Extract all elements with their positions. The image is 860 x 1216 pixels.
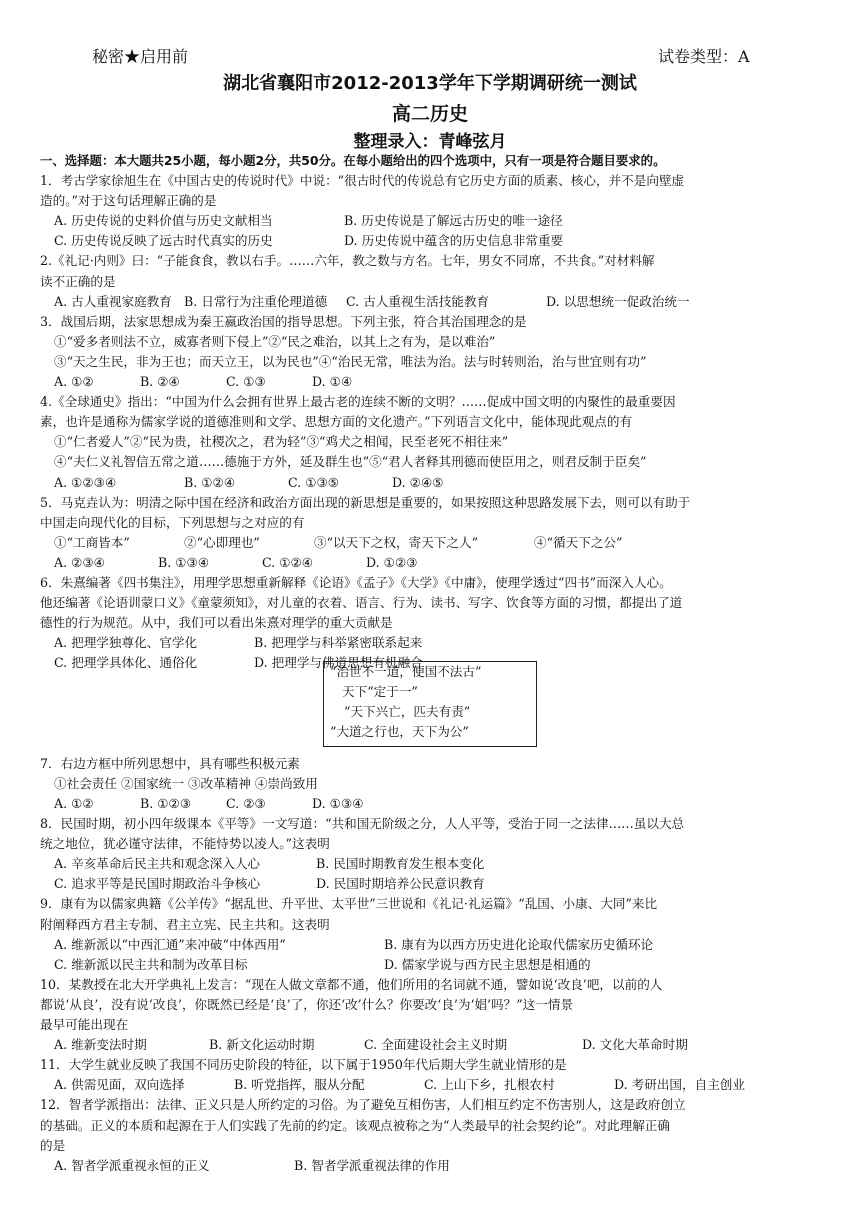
q9-options — [40, 935, 828, 955]
q3-option-b: B. ②④ — [140, 374, 180, 390]
q11-stem: 11．大学生就业反映了我国不同历史阶段的特征，以下属于1950年代后期大学生就业情形的是 — [40, 1057, 567, 1073]
q11-option-d: D. 考研出国，自主创业 — [614, 1077, 745, 1093]
q5-option-d: D. ①②③ — [366, 554, 418, 570]
q8-stem: 统之地位，犹必谨守法律，不能恃势以凌人。”这表明 — [40, 836, 330, 852]
quote-line: “大道之行也，天下为公” — [330, 724, 469, 739]
q3-option-d: D. ①④ — [312, 374, 353, 390]
q4-option-d: D. ②④⑤ — [392, 474, 444, 490]
q12-stem: 的基础。正义的本质和起源在于人们实践了先前的约定。该观点被称之为“人类最早的社会契约论”。对此理解正确 — [40, 1117, 670, 1133]
q2-stem: 读不正确的是 — [40, 273, 116, 289]
q2-stem: 2.《礼记·内则》曰：“子能食食，教以右手。……六年，教之数与方名。七年，男女不同席，不共食。”对材料解 — [40, 253, 655, 269]
q6-option-a: A. 把理学独尊化、官学化 — [54, 635, 198, 651]
q9-option-a: A. 维新派以“中西汇通”来冲破“中体西用” — [54, 936, 286, 952]
q9-option-c: C. 维新派以民主共和制为改革目标 — [54, 956, 248, 972]
editor-credit: 整理录入：青峰弦月 — [353, 132, 507, 152]
q8-options — [40, 874, 828, 894]
q7-items: ①社会责任 ②国家统一 ③改革精神 ④崇尚致用 — [54, 775, 318, 791]
q1-option-b: B. 历史传说是了解远古历史的唯一途径 — [344, 213, 563, 229]
q5-items — [40, 533, 828, 553]
q10-option-b: B. 新文化运动时期 — [209, 1037, 315, 1053]
q1-stem: 1．考古学家徐旭生在《中国古史的传说时代》中说：“很古时代的传说总有它历史方面的质素、核心，并不是向壁虚 — [40, 173, 685, 189]
q4-option-b: B. ①②④ — [184, 474, 236, 490]
q4-stem: 4.《全球通史》指出：“中国为什么会拥有世界上最古老的连续不断的文明？……促成中国文明的内聚性的最重要因 — [40, 394, 676, 410]
q6-option-c: C. 把理学具体化、通俗化 — [54, 655, 198, 671]
q11-option-a: A. 供需见面，双向选择 — [54, 1077, 185, 1093]
q9-option-b: B. 康有为以西方历史进化论取代儒家历史循环论 — [384, 936, 654, 952]
q10-stem: 都说‘从良’，没有说‘改良’，你既然已经是‘良’了，你还‘改’什么？你要改‘良’为‘娼’吗？”这一情景 — [40, 996, 574, 1012]
q12-options — [40, 1156, 828, 1176]
q5-item-3: ③“以天下之权，寄天下之人” — [314, 534, 479, 550]
q12-stem: 的是 — [40, 1137, 66, 1153]
q4-option-c: C. ①③⑤ — [288, 474, 340, 490]
q12-option-a: A. 智者学派重视永恒的正义 — [54, 1157, 210, 1173]
q3-option-a: A. ①② — [54, 374, 94, 390]
q1-stem: 造的。”对于这句话理解正确的是 — [40, 193, 217, 209]
q8-option-c: C. 追求平等是民国时期政治斗争核心 — [54, 876, 261, 892]
q7-options — [40, 794, 828, 814]
q2-options — [40, 292, 828, 312]
q3-items: ①“爱多者则法不立，威寡者则下侵上”②“民之难治，以其上之有为，是以难治” — [54, 333, 496, 349]
q1-options — [40, 231, 828, 251]
q6-option-b: B. 把理学与科举紧密联系起来 — [254, 635, 423, 651]
q4-options — [40, 473, 828, 493]
q7-option-d: D. ①③④ — [312, 796, 364, 811]
q5-stem: 中国走向现代化的目标，下列思想与之对应的有 — [40, 514, 305, 530]
q4-option-a: A. ①②③④ — [54, 474, 117, 490]
q6-stem: 德性的行为规范。从中，我们可以看出朱熹对理学的重大贡献是 — [40, 615, 393, 631]
q10-option-d: D. 文化大革命时期 — [582, 1037, 688, 1053]
section-heading: 一、选择题：本大题共25小题，每小题2分，共50分。在每小题给出的四个选项中，只有一项是符合题目要求的。 — [40, 153, 666, 168]
q9-stem: 附阐释西方君主专制、君主立宪、民主共和。这表明 — [40, 916, 330, 932]
q3-option-c: C. ①③ — [226, 374, 266, 390]
q11-options — [40, 1075, 828, 1095]
q5-option-a: A. ②③④ — [54, 554, 105, 570]
q5-stem: 5．马克垚认为：明清之际中国在经济和政治方面出现的新思想是重要的，如果按照这种思路发展下去，则可以有助于 — [40, 494, 691, 510]
q11-option-b: B. 听党指挥，服从分配 — [234, 1077, 365, 1093]
q9-options — [40, 955, 828, 975]
q8-option-a: A. 辛亥革命后民主共和观念深入人心 — [54, 856, 261, 872]
q2-option-b: B. 日常行为注重伦理道德 — [184, 293, 328, 309]
q2-option-c: C. 古人重视生活技能教育 — [346, 293, 490, 309]
q10-option-a: A. 维新变法时期 — [54, 1037, 147, 1053]
q3-options — [40, 372, 828, 392]
q7-option-a: A. ①② — [54, 796, 94, 811]
q8-option-b: B. 民国时期教育发生根本变化 — [316, 856, 485, 872]
q6-option-d: D. 把理学与佛道思想有机融合 — [254, 655, 423, 671]
q6-stem: 6．朱熹编著《四书集注》，用理学思想重新解释《论语》《孟子》《大学》《中庸》，使理学透过“四书”而深入人心。 — [40, 574, 672, 590]
q9-stem: 9．康有为以儒家典籍《公羊传》“据乱世、升平世、太平世”三世说和《礼记·礼运篇》“乱国、小康、大同”来比 — [40, 896, 658, 912]
q4-items: ④“夫仁义礼智信五常之道……德施于方外，延及群生也”⑤“君人者释其刑德而使臣用之，则君反制于臣矣” — [54, 454, 647, 470]
q5-item-4: ④“循天下之公” — [534, 534, 623, 550]
quote-box — [323, 661, 537, 747]
q12-stem: 12．智者学派指出：法律、正义只是人所约定的习俗。为了避免互相伤害，人们相互约定不伤害别人，这是政府创立 — [40, 1097, 686, 1113]
q10-stem: 最早可能出现在 — [40, 1017, 129, 1033]
q7-option-c: C. ②③ — [226, 796, 266, 811]
q1-option-d: D. 历史传说中蕴含的历史信息非常重要 — [344, 233, 564, 249]
quote-line: “治世不一道，便国不法古” — [330, 664, 482, 679]
q10-option-c: C. 全面建设社会主义时期 — [364, 1037, 508, 1053]
q4-stem: 素，也许是通称为儒家学说的道德准则和文学、思想方面的文化遗产。”下列语言文化中，能体现此观点的有 — [40, 414, 633, 430]
q1-options — [40, 211, 828, 231]
paper-type-label: 试卷类型：A — [658, 47, 750, 66]
q3-items: ③“天之生民，非为王也；而天立王，以为民也”④“治民无常，唯法为治。法与时转则治，治与世宜则有功” — [54, 353, 647, 369]
q1-option-c: C. 历史传说反映了远古时代真实的历史 — [54, 233, 273, 249]
q8-option-d: D. 民国时期培养公民意识教育 — [316, 876, 485, 892]
q5-item-1: ①“工商皆本” — [54, 534, 130, 550]
exam-subject: 高二历史 — [391, 103, 468, 125]
q5-item-2: ②“心即理也” — [184, 534, 260, 550]
q5-options — [40, 553, 828, 573]
q10-options — [40, 1035, 828, 1055]
q8-options — [40, 854, 828, 874]
q1-option-a: A. 历史传说的史料价值与历史文献相当 — [54, 213, 273, 229]
q2-option-d: D. 以思想统一促政治统一 — [546, 293, 690, 309]
q6-stem: 他还编著《论语训蒙口义》《童蒙须知》，对儿童的衣着、语言、行为、读书、写字、饮食等方面的习惯，都提出了道 — [40, 595, 683, 611]
quote-line: “天下兴亡，匹夫有责” — [344, 704, 471, 719]
q5-option-b: B. ①③④ — [158, 554, 210, 570]
q10-stem: 10．某教授在北大开学典礼上发言：“现在人做文章都不通，他们所用的名词就不通，譬如说‘改良’吧，以前的人 — [40, 976, 663, 992]
q9-option-d: D. 儒家学说与西方民主思想是相通的 — [384, 956, 591, 972]
q7-option-b: B. ①②③ — [140, 796, 192, 811]
q5-option-c: C. ①②④ — [262, 554, 314, 570]
q8-stem: 8．民国时期，初小四年级课本《平等》一文写道：“共和国无阶级之分，人人平等，受治于同一之法律……虽以大总 — [40, 816, 685, 832]
q7-stem: 7．右边方框中所列思想中，具有哪些积极元素 — [40, 755, 300, 771]
q3-stem: 3．战国后期，法家思想成为秦王嬴政治国的指导思想。下列主张，符合其治国理念的是 — [40, 313, 527, 329]
q12-option-b: B. 智者学派重视法律的作用 — [294, 1157, 450, 1173]
exam-title: 湖北省襄阳市2012-2013学年下学期调研统一测试 — [223, 73, 637, 94]
q11-option-c: C. 上山下乡，扎根农村 — [424, 1077, 555, 1093]
q2-option-a: A. 古人重视家庭教育 — [54, 293, 172, 309]
confidential-label: 秘密★启用前 — [92, 47, 189, 66]
q6-options — [40, 633, 828, 653]
quote-line: 天下“定于一” — [342, 684, 418, 699]
q4-items: ①“仁者爱人”②“民为贵，社稷次之，君为轻”③“鸡犬之相闻，民至老死不相往来” — [54, 434, 509, 450]
